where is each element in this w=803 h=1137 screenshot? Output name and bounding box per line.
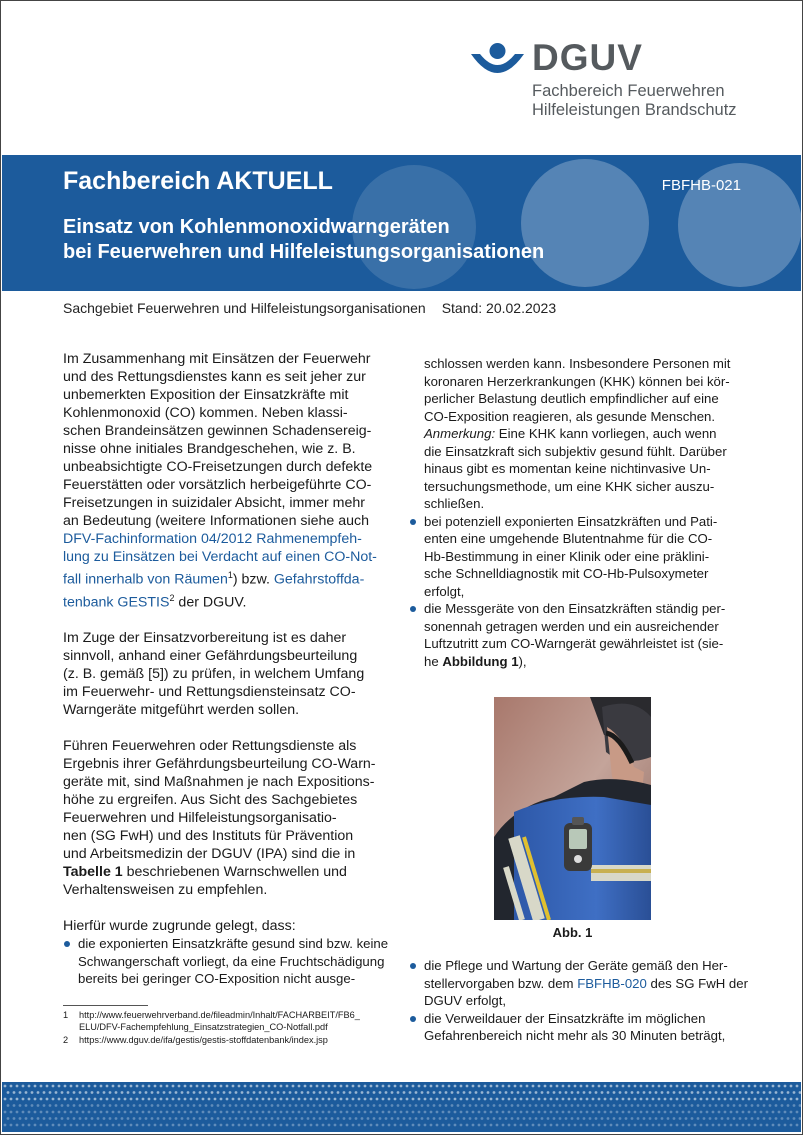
- text-line: perlicher Belastung deutlich empfindlicher auf eine: [424, 391, 719, 406]
- figure-caption: Abb. 1: [552, 925, 593, 940]
- footnote-url[interactable]: ELU/DFV-Fachempfehlung_Einsatzstrategien_CO-Notfall.pdf: [79, 1021, 328, 1032]
- meta-line: [63, 300, 556, 316]
- list-item: [409, 513, 749, 601]
- list-item: [409, 600, 749, 670]
- text-line: Ergebnis ihrer Gefährdungsbeurteilung CO-Warn-: [63, 756, 376, 773]
- document-code: FBFHB-021: [661, 177, 741, 194]
- document-title: [63, 215, 703, 265]
- figure-reference: Abbildung 1: [442, 653, 519, 669]
- text-line: bereits bei geringer CO-Exposition nicht ausge-: [78, 971, 356, 987]
- text-span: stellervorgaben bzw. dem: [424, 975, 578, 991]
- paragraph-preparation: [63, 629, 379, 719]
- footnote-url[interactable]: https://www.dguv.de/ifa/gestis/gestis-stoffdatenbank/index.jsp: [79, 1035, 328, 1045]
- text-span: he: [424, 653, 443, 669]
- text-line: Im Zusammenhang mit Einsätzen der Feuerwehr: [63, 351, 371, 367]
- text-line: und des Rettungsdienstes kann es seit jeher zur: [63, 369, 366, 385]
- dfv-link[interactable]: fall innerhalb von Räumen: [63, 571, 228, 588]
- text-line: die Messgeräte von den Einsatzkräften ständig per-: [424, 601, 726, 616]
- list-item: [409, 957, 749, 1010]
- date-stamp: Stand: 20.02.2023: [441, 300, 557, 316]
- logo-sub-line: Hilfeleistungen Brandschutz: [532, 101, 737, 119]
- dguv-logo-icon: [470, 40, 525, 82]
- note-label: Anmerkung:: [424, 426, 496, 441]
- footnote-ref: 1: [227, 570, 233, 580]
- text-line: und Arbeitsmedizin der DGUV (IPA) sind die in: [63, 846, 356, 863]
- logo-subtitle: [532, 82, 737, 120]
- text-span: Eine KHK kann vorliegen, auch wenn: [495, 426, 717, 441]
- text-span: ) bzw.: [232, 571, 274, 588]
- left-column: [63, 350, 389, 988]
- firefighter-photo: [494, 697, 651, 920]
- text-line: [424, 976, 725, 991]
- text-line: die exponierten Einsatzkräfte gesund sind bzw. keine: [78, 936, 389, 952]
- paragraph-assumptions: [63, 917, 389, 988]
- title-banner: [2, 155, 801, 291]
- assumption-list: [63, 935, 389, 988]
- footnote: [63, 1035, 383, 1047]
- footnote-number: 2: [63, 1035, 69, 1045]
- bullet-continuation: [409, 355, 749, 513]
- right-column: [409, 355, 749, 670]
- text-line: enten eine umgehende Blutentnahme für die CO-: [424, 531, 713, 546]
- firefighter-illustration: [494, 697, 651, 920]
- text-line: schen Brandeinsätzen gewinnen Schadensereig-: [63, 423, 372, 439]
- assumption-list-continued: [409, 957, 749, 1045]
- dfv-link[interactable]: lung zu Einsätzen bei Verdacht auf einen CO-Not-: [63, 549, 377, 565]
- text-line: die Einsatzkraft sich subjektiv gesund fühlt. Darüber: [424, 443, 727, 459]
- assumption-list-continued: [409, 513, 749, 671]
- text-span: ),: [518, 653, 527, 669]
- text-line: Verhaltensweisen zu empfehlen.: [63, 882, 268, 899]
- list-item: [409, 1010, 749, 1045]
- footnote-ref: 2: [169, 592, 175, 603]
- section-name: Sachgebiet Feuerwehren und Hilfeleistungsorganisationen: [63, 300, 426, 316]
- dot-pattern: [2, 1082, 801, 1132]
- text-line: CO-Exposition reagieren, als gesunde Menschen.: [424, 408, 716, 424]
- text-line: [63, 589, 379, 612]
- text-line: Feuerwehren und Hilfeleistungsorganisatio-: [63, 810, 337, 827]
- text-line: unbeabsichtigte CO-Freisetzungen durch defekte: [63, 459, 373, 475]
- text-line: Gefahrenbereich nicht mehr als 30 Minuten beträgt,: [424, 1028, 726, 1043]
- text-line: Luftzutritt zum CO-Warngerät gewährleistet ist (sie-: [424, 636, 724, 651]
- text-span: des SG FwH: [646, 975, 726, 991]
- fbfhb-020-link[interactable]: FBFHB-020: [577, 975, 647, 991]
- text-line: [424, 425, 749, 443]
- footnotes: [63, 1010, 383, 1049]
- footnote-number: 1: [63, 1010, 69, 1020]
- gestis-link[interactable]: Gefahrstoffda-: [273, 571, 365, 588]
- table-reference: Tabelle 1: [63, 864, 123, 881]
- text-line: bei potenziell exponierten Einsatzkräften und Pati-: [424, 513, 718, 529]
- logo-name: DGUV: [532, 37, 643, 78]
- text-line: Warngeräte mitgeführt werden sollen.: [63, 702, 300, 719]
- text-line: geräte mit, sind Maßnahmen je nach Expositions-: [63, 774, 375, 791]
- footnote: [63, 1010, 383, 1033]
- gestis-link[interactable]: tenbank GESTIS: [63, 594, 170, 611]
- text-line: der DGUV erfolgt,: [424, 975, 748, 1008]
- text-line: unbemerkten Exposition der Einsatzkräfte mit: [63, 387, 349, 403]
- text-line: Hierfür wurde zugrunde gelegt, dass:: [63, 918, 296, 935]
- footnote-url[interactable]: http://www.feuerwehrverband.de/fileadmin/Inhalt/FACHARBEIT/FB6_: [79, 1010, 360, 1020]
- text-line: sche Schnelldiagnostik mit CO-Hb-Pulsoxymeter: [424, 566, 709, 581]
- text-line: Kohlenmonoxid (CO) kommen. Neben klassi-: [63, 405, 348, 421]
- text-line: [63, 863, 379, 881]
- title-line: bei Feuerwehren und Hilfeleistungsorganisationen: [63, 241, 545, 263]
- banner-kicker: Fachbereich AKTUELL: [63, 167, 333, 195]
- text-line: Freisetzungen in suizidaler Absicht, immer mehr: [63, 495, 365, 511]
- paragraph-intro: [63, 350, 379, 611]
- paragraph-measures: [63, 737, 379, 899]
- text-line: schließen.: [424, 496, 485, 511]
- text-line: schlossen werden kann. Insbesondere Personen mit: [424, 356, 731, 371]
- text-line: tersuchungsmethode, um eine KHK sicher auszu-: [424, 478, 715, 494]
- title-line: Einsatz von Kohlenmonoxidwarngeräten: [63, 216, 450, 238]
- text-line: im Feuerwehr- und Rettungsdiensteinsatz CO-: [63, 684, 356, 701]
- text-line: Schwangerschaft vorliegt, da eine Fruchtschädigung: [78, 953, 385, 969]
- text-line: Hb-Bestimmung in einer Klinik oder eine präklini-: [424, 548, 710, 564]
- text-line: [63, 566, 379, 589]
- text-line: sonennah getragen werden und ein ausreichender: [424, 618, 719, 634]
- text-line: [424, 653, 749, 671]
- logo-sub-line: Fachbereich Feuerwehren: [532, 82, 725, 100]
- dfv-link[interactable]: DFV-Fachinformation 04/2012 Rahmenempfeh-: [63, 531, 362, 547]
- footnote-divider: [63, 1005, 148, 1006]
- text-line: Im Zuge der Einsatzvorbereitung ist es daher: [63, 630, 347, 647]
- text-line: die Pflege und Wartung der Geräte gemäß den Her-: [424, 958, 728, 973]
- footer-dot-band: [2, 1082, 801, 1132]
- text-line: erfolgt,: [424, 583, 465, 599]
- text-line: die Verweildauer der Einsatzkräfte im möglichen: [424, 1010, 706, 1026]
- dguv-logo: [470, 37, 760, 130]
- text-span: beschriebenen Warnschwellen und: [122, 864, 347, 881]
- text-line: Führen Feuerwehren oder Rettungsdienste als: [63, 738, 357, 755]
- text-span: der DGUV.: [174, 594, 247, 611]
- text-line: koronaren Herzerkrankungen (KHK) können bei kör-: [424, 373, 730, 389]
- text-line: nisse ohne initiales Brandgeschehen, wie z. B.: [63, 441, 356, 457]
- text-line: höhe zu ergreifen. Aus Sicht des Sachgebietes: [63, 792, 358, 809]
- text-line: an Bedeutung (weitere Informationen siehe auch: [63, 513, 370, 529]
- text-line: hinaus gibt es momentan keine nichtinvasive Un-: [424, 461, 711, 476]
- list-item: [63, 935, 389, 988]
- text-line: nen (SG FwH) und des Instituts für Prävention: [63, 828, 354, 845]
- text-line: Feuerstätten oder vorsätzlich herbeigeführte CO-: [63, 477, 372, 493]
- text-line: (z. B. gemäß [5]) zu prüfen, in welchem Umfang: [63, 666, 365, 683]
- text-line: sinnvoll, anhand einer Gefährdungsbeurteilung: [63, 648, 358, 665]
- right-column-lower: [409, 957, 749, 1045]
